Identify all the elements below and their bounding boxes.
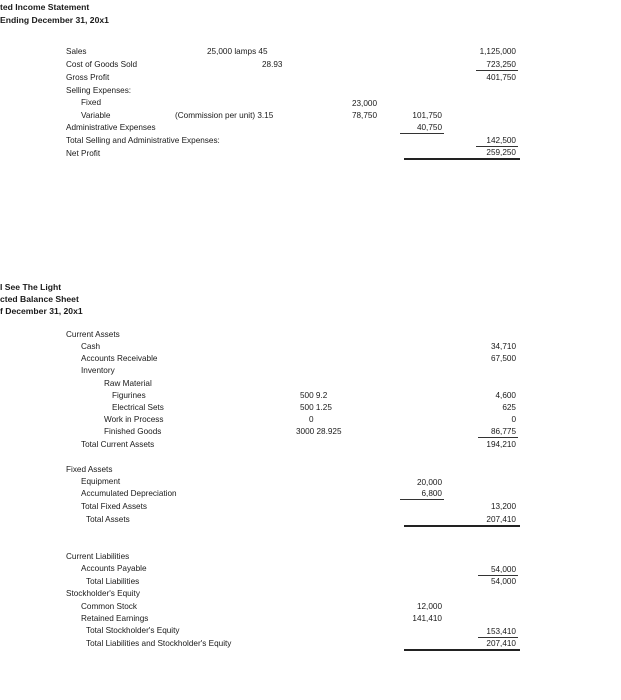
cogs-underline xyxy=(476,70,518,71)
raw-material-label: Raw Material xyxy=(104,379,152,388)
current-assets-label: Current Assets xyxy=(66,330,120,339)
figurines-detail: 500 9.2 xyxy=(300,391,328,400)
gross-profit-total: 401,750 xyxy=(486,73,516,82)
balance-title: cted Balance Sheet xyxy=(0,294,79,304)
stockholders-equity-label: Stockholder's Equity xyxy=(66,589,140,598)
total-le-amount: 207,410 xyxy=(486,639,516,648)
electrical-detail: 500 1.25 xyxy=(300,403,332,412)
net-profit-amount: 259,250 xyxy=(486,148,516,157)
retained-earnings-label: Retained Earnings xyxy=(81,614,149,623)
fixed-assets-label: Fixed Assets xyxy=(66,465,113,474)
variable-detail: (Commission per unit) 3.15 xyxy=(175,111,274,120)
fixed-label: Fixed xyxy=(81,98,102,107)
total-le-label: Total Liabilities and Stockholder's Equity xyxy=(86,639,232,648)
ap-label: Accounts Payable xyxy=(81,564,147,573)
total-sga-label: Total Selling and Administrative Expenses: xyxy=(66,136,220,145)
variable-amount: 78,750 xyxy=(351,111,377,120)
finished-goods-detail: 3000 28.925 xyxy=(296,427,342,436)
ap-underline xyxy=(478,575,518,576)
sales-total: 1,125,000 xyxy=(479,47,516,56)
wip-label: Work in Process xyxy=(104,415,164,424)
total-assets-double-rule xyxy=(404,525,520,527)
total-assets-label: Total Assets xyxy=(86,515,130,524)
selling-expenses-label: Selling Expenses: xyxy=(66,86,132,95)
finished-goods-underline xyxy=(478,437,518,438)
balance-date: f December 31, 20x1 xyxy=(0,306,83,316)
ar-label: Accounts Receivable xyxy=(81,354,158,363)
net-profit-double-rule xyxy=(404,158,520,160)
electrical-label: Electrical Sets xyxy=(112,403,164,412)
total-fixed-assets-label: Total Fixed Assets xyxy=(81,502,147,511)
wip-detail: 0 xyxy=(309,415,314,424)
admin-amount: 40,750 xyxy=(416,123,442,132)
ap-amount: 54,000 xyxy=(490,565,516,574)
total-sga-underline xyxy=(476,146,518,147)
finished-goods-amount: 86,775 xyxy=(490,427,516,436)
accum-dep-label: Accumulated Depreciation xyxy=(81,489,177,498)
total-equity-amount: 153,410 xyxy=(486,627,516,636)
total-equity-label: Total Stockholder's Equity xyxy=(86,626,180,635)
cogs-total: 723,250 xyxy=(486,60,516,69)
ar-amount: 67,500 xyxy=(490,354,516,363)
equipment-amount: 20,000 xyxy=(416,478,442,487)
cash-label: Cash xyxy=(81,342,101,351)
admin-underline xyxy=(400,133,444,134)
current-liabilities-label: Current Liabilities xyxy=(66,552,130,561)
inventory-label: Inventory xyxy=(81,366,115,375)
figurines-amount: 4,600 xyxy=(495,391,516,400)
sales-detail: 25,000 lamps 45 xyxy=(207,47,268,56)
cogs-label: Cost of Goods Sold xyxy=(66,60,137,69)
common-stock-amount: 12,000 xyxy=(416,602,442,611)
equipment-label: Equipment xyxy=(81,477,121,486)
sales-label: Sales xyxy=(66,47,87,56)
cash-amount: 34,710 xyxy=(490,342,516,351)
total-assets-amount: 207,410 xyxy=(486,515,516,524)
wip-amount: 0 xyxy=(511,415,516,424)
net-profit-label: Net Profit xyxy=(66,149,101,158)
gross-profit-label: Gross Profit xyxy=(66,73,110,82)
fixed-amount: 23,000 xyxy=(351,99,377,108)
cogs-detail: 28.93 xyxy=(262,60,283,69)
figurines-label: Figurines xyxy=(112,391,146,400)
income-header-period: Ending December 31, 20x1 xyxy=(0,15,109,25)
total-le-double-rule xyxy=(404,649,520,651)
total-current-assets-amount: 194,210 xyxy=(486,440,516,449)
finished-goods-label: Finished Goods xyxy=(104,427,162,436)
total-current-assets-label: Total Current Assets xyxy=(81,440,155,449)
income-header-title: ted Income Statement xyxy=(0,2,90,12)
total-fixed-assets-amount: 13,200 xyxy=(490,502,516,511)
admin-label: Administrative Expenses xyxy=(66,123,156,132)
electrical-amount: 625 xyxy=(502,403,516,412)
variable-label: Variable xyxy=(81,111,111,120)
common-stock-label: Common Stock xyxy=(81,602,137,611)
total-sga-amount: 142,500 xyxy=(486,136,516,145)
balance-company: I See The Light xyxy=(0,282,62,292)
accum-dep-underline xyxy=(400,499,444,500)
total-liabilities-label: Total Liabilities xyxy=(86,577,140,586)
accum-dep-amount: 6,800 xyxy=(421,489,442,498)
total-liabilities-amount: 54,000 xyxy=(490,577,516,586)
total-equity-underline xyxy=(478,637,518,638)
selling-total: 101,750 xyxy=(412,111,442,120)
retained-earnings-amount: 141,410 xyxy=(412,614,442,623)
